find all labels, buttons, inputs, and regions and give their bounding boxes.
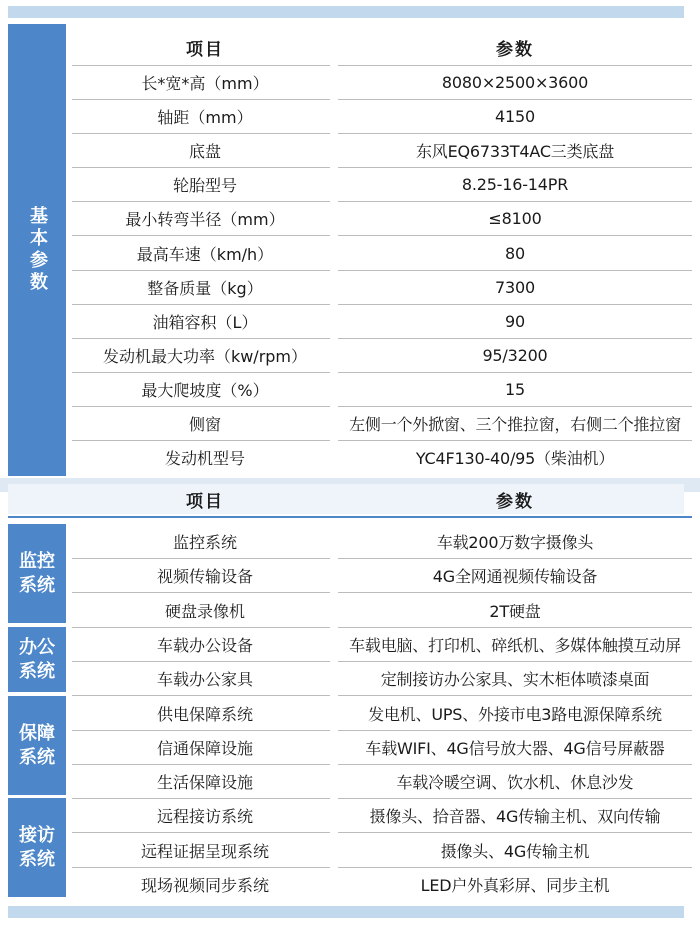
row-value: 4150 [495,106,535,126]
row-item: 远程接访系统 [156,806,253,826]
header-item: 项目 [186,39,224,60]
row-value: 7300 [495,277,535,297]
table-row [72,833,692,867]
side-label-group: 接访系统 [8,798,66,897]
table-row [72,304,692,338]
row-item: 长*宽*高（mm） [141,73,269,93]
side-label-basic: 基本参数 [8,24,66,476]
table-row [72,201,692,235]
table-row [72,167,692,201]
row-value: 左侧一个外掀窗、三个推拉窗，右侧二个推拉窗 [349,414,681,434]
row-value: 8.25-16-14PR [461,174,569,194]
row-value: ≤8100 [488,208,542,228]
row-value: 东风EQ6733T4AC三类底盘 [415,141,614,161]
row-item: 轴距（mm） [157,107,253,127]
bottom-stripe [8,906,684,918]
table-row [72,406,692,440]
row-item: 侧窗 [188,414,221,434]
row-item: 底盘 [188,141,221,161]
row-value: 90 [505,311,525,331]
table-row [72,99,692,133]
systems-header-item: 项目 [186,491,224,512]
row-value: 15 [505,379,525,399]
row-item: 视频传输设备 [156,566,253,586]
table-row [72,440,692,474]
row-value: 8080×2500×3600 [441,72,589,92]
table-row [72,798,692,832]
table-row [72,270,692,304]
row-item: 远程证据呈现系统 [140,841,269,861]
table-row [72,661,692,695]
table-row [72,236,692,270]
row-value: 车载电脑、打印机、碎纸机、多媒体触摸互动屏 [349,635,681,655]
table-row [72,372,692,406]
row-item: 供电保障系统 [156,704,253,724]
row-item: 生活保障设施 [156,772,253,792]
table-row [72,338,692,372]
table-row [72,764,692,798]
table-row [72,593,692,627]
systems-header-param: 参数 [496,491,534,512]
row-value: 2T硬盘 [489,601,541,621]
row-value: 发电机、UPS、外接市电3路电源保障系统 [368,704,662,724]
table-row [72,133,692,167]
row-value: 摄像头、4G传输主机 [440,841,590,861]
row-item: 最小转弯半径（mm） [125,209,285,229]
table-header [72,30,692,64]
row-value: YC4F130-40/95（柴油机） [415,448,615,468]
row-value: 车载WIFI、4G信号放大器、4G信号屏蔽器 [365,738,665,758]
row-item: 发动机型号 [164,448,245,468]
table-row [72,524,692,558]
side-label-group: 保障系统 [8,696,66,795]
row-item: 硬盘录像机 [164,601,245,621]
table-row [72,867,692,901]
header-param: 参数 [496,39,534,60]
row-value: 摄像头、拾音器、4G传输主机、双向传输 [369,806,661,826]
top-stripe [8,6,684,18]
table-row [72,696,692,730]
row-value: 80 [505,243,525,263]
side-label-group: 监控系统 [8,524,66,623]
row-item: 车载办公家具 [156,669,253,689]
row-value: 定制接访办公家具、实木柜体喷漆桌面 [380,669,650,689]
row-value: 车载200万数字摄像头 [436,532,594,552]
row-item: 信通保障设施 [156,738,253,758]
table-row [72,558,692,592]
side-label-group: 办公系统 [8,627,66,692]
row-item: 最高车速（km/h） [136,244,274,264]
row-item: 车载办公设备 [156,635,253,655]
row-value: 车载冷暖空调、饮水机、休息沙发 [396,772,634,792]
table-row [72,627,692,661]
row-value: LED户外真彩屏、同步主机 [420,875,610,895]
table-row [72,730,692,764]
row-item: 现场视频同步系统 [140,875,269,895]
table-row [72,65,692,99]
row-item: 轮胎型号 [172,175,237,195]
row-value: 95/3200 [482,345,548,365]
row-item: 整备质量（kg） [147,278,263,298]
systems-header-rule [8,516,692,518]
row-item: 发动机最大功率（kw/rpm） [102,346,308,366]
row-item: 油箱容积（L） [152,312,258,332]
row-item: 监控系统 [172,532,237,552]
systems-table-header [72,484,692,514]
row-value: 4G全网通视频传输设备 [432,566,598,586]
row-item: 最大爬坡度（%） [141,380,269,400]
